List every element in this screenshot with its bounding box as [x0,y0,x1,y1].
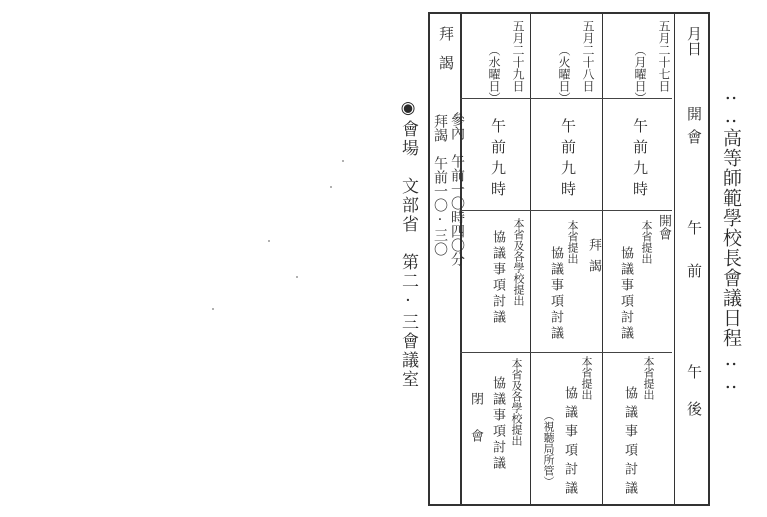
document-title: ‥‥高等師範學校長會議日程‥‥ [720,82,742,394]
morning-item: 協議事項討議 [618,246,633,342]
speck [268,240,270,242]
left-header: 拜謁 [437,26,455,84]
morning-sub: 本省提出 [640,220,653,264]
morning-sub: 本省提出 [566,220,579,264]
morning-item: 協議事項討議 [548,246,563,342]
header-afternoon: 午後 [685,364,703,438]
weekday-cell: （月曜日） [633,44,647,104]
opening-time: 午前九時 [559,118,577,202]
header-opening: 開會 [685,106,703,152]
row-divider [460,352,672,353]
date-cell: 五月二十九日 [511,20,525,92]
weekday-cell: （水曜日） [487,44,501,104]
opening-time: 午前九時 [489,118,507,202]
speck [330,186,332,188]
date-cell: 五月二十八日 [581,20,595,92]
afternoon-sub: 本省及各學校提出 [510,358,523,446]
speck [212,308,214,310]
afternoon-item: 協議事項討議 [622,386,637,500]
afternoon-sub: 本省提出 [642,356,655,400]
afternoon-item: 協議事項討議 [490,376,505,472]
afternoon-sub: 本省提出 [580,356,593,400]
speck [296,276,298,278]
afternoon-note: （視聽局所管） [542,410,555,487]
opening-time: 午前九時 [631,118,649,202]
schedule-table [428,12,710,506]
morning-sub: 本省及各學校提出 [512,218,525,306]
speck [342,160,344,162]
morning-item: 協議事項討議 [490,230,505,326]
divider [674,14,675,504]
note-sankai: 參內 午前一〇時四〇分 [449,112,465,266]
note-haietsu: 拜謁 午前一〇·三〇 [432,114,448,256]
weekday-cell: （火曜日） [557,44,571,104]
closing-label: 閉會 [468,392,483,466]
header-date: 月日 [685,26,703,56]
divider [530,14,531,504]
header-morning: 午前 [685,220,703,306]
morning-prefix: 拜謁 [586,238,601,280]
row-divider [460,210,672,211]
date-cell: 五月二十七日 [657,20,671,92]
venue-text: ◉會場 文部省 第二·三會議室 [398,98,418,389]
morning-prefix: 開會 [656,214,671,240]
afternoon-item: 協議事項討議 [562,386,577,500]
